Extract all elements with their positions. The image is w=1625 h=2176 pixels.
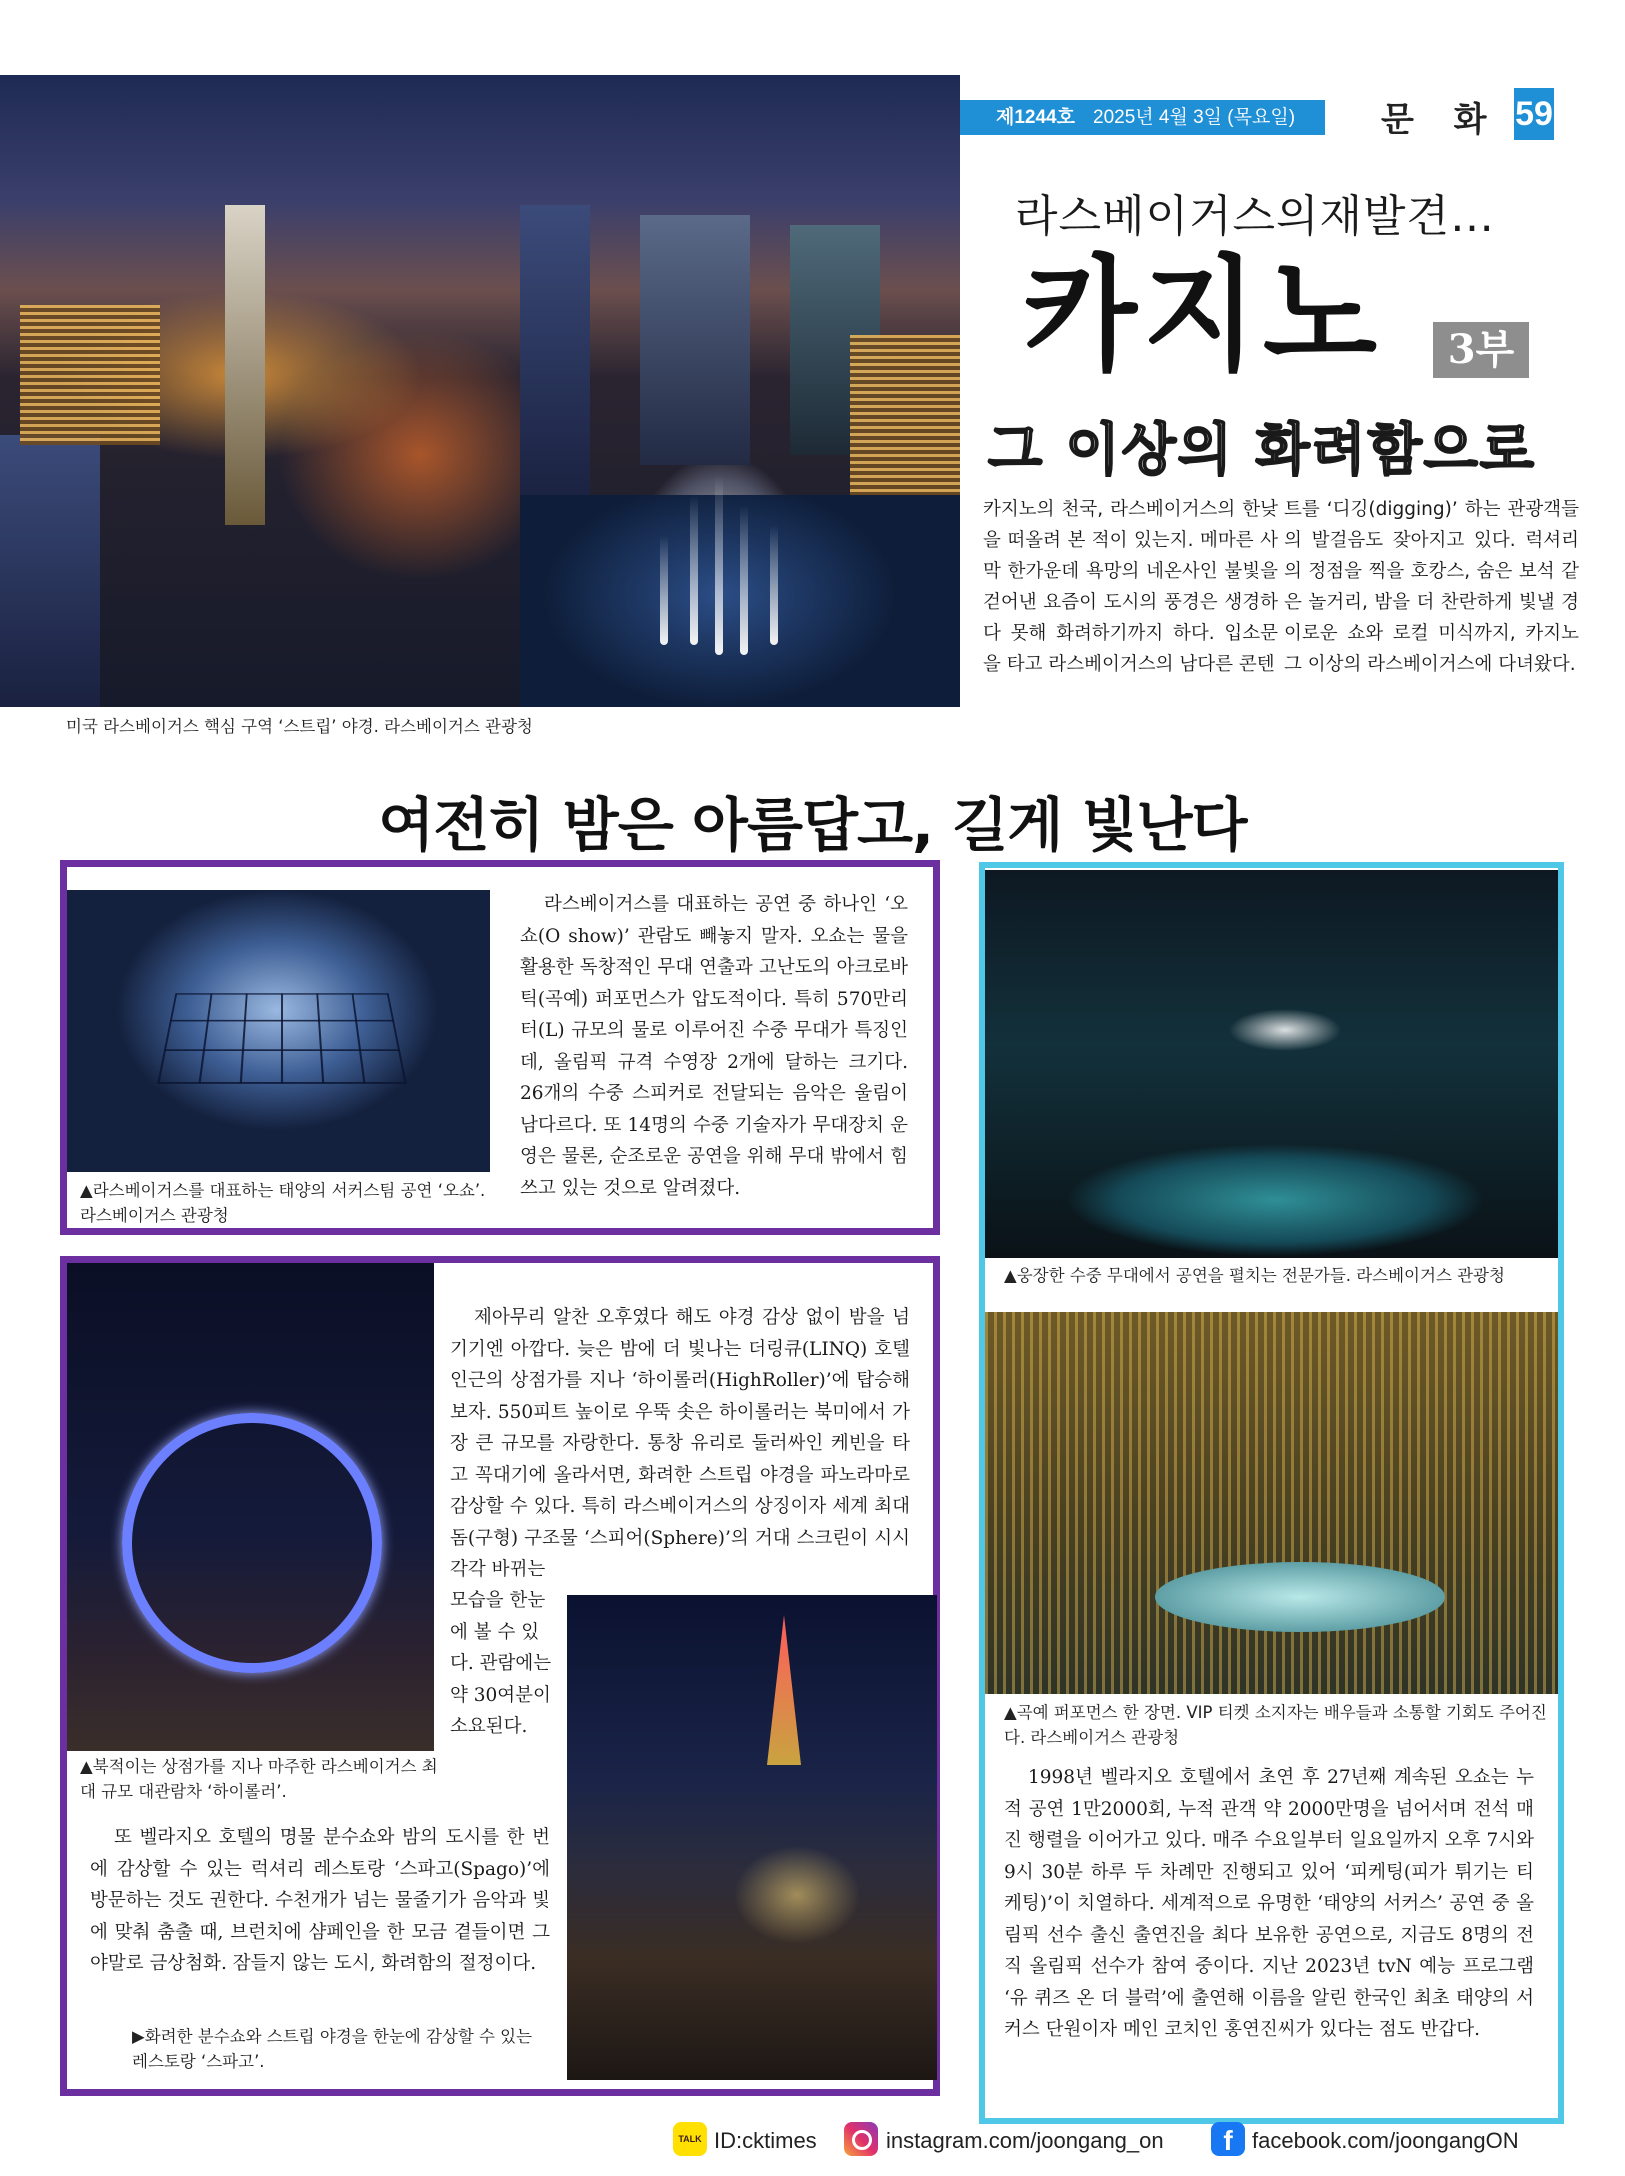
- kakaotalk-icon: TALK: [673, 2122, 707, 2156]
- instagram-icon: [844, 2122, 878, 2156]
- lead-column-2: 트를 ‘디깅(digging)’ 하는 관광객들의 발걸음도 잦아지고 있다. 럭셔리의 정점을 찍을 호캉스, 숨은 보석 같은 놀거리, 밤을 더 찬란하게 빛낼 경이로운 쇼와 로컬 미식까지, 카지노 그 이상의 라스베이거스에 다녀왔다.: [1284, 499, 1579, 675]
- stage2-caption: ▲곡예 퍼포먼스 한 장면. VIP 티켓 소지자는 배우들과 소통할 기회도 주어진다. 라스베이거스 관광청: [1004, 1703, 1547, 1747]
- instagram-link[interactable]: instagram.com/joongang_on: [886, 2128, 1164, 2153]
- oshow-photo-caption: ▲라스베이거스를 대표하는 태양의 서커스팀 공연 ‘오쇼’. 라스베이거스 관광청: [80, 1181, 486, 1225]
- page-number: 59: [1514, 88, 1554, 140]
- bellagio-body: 1998년 벨라지오 호텔에서 초연 후 27년째 계속된 오쇼는 누적 공연 1만2000회, 누적 관객 약 2000만명을 넘어서며 전석 매진 행렬을 이어가고 있다. 매주 수요일부터 일요일까지 오후 7시와 9시 30분 하루 두 차례만 진행되고 있어 ‘피케팅(피가 튀기는 티케팅)’이 치열하다. 세계적으로 유명한 ‘태양의 서커스’ 공연 중 올림픽 선수 출신 출연진을 최다 보유한 공연으로, 지금도 8명의 전직 올림픽 선수가 참여 중이다. 지난 2023년 tvN 예능 프로그램 ‘유 퀴즈 온 더 블럭’에 출연해 이름을 알린 한국인 최초 태양의 서커스 단원이자 메인 코치인 홍연진씨가 있다는 점도 반갑다.: [1004, 1767, 1534, 2040]
- title-kicker: 라스베이거스의재발견…: [1015, 191, 1496, 242]
- spago-caption: ▶화려한 분수쇼와 스트립 야경을 한눈에 감상할 수 있는 레스토랑 ‘스파고’.: [132, 2027, 533, 2071]
- stage-photo-acrobatics: [985, 1312, 1558, 1694]
- spago-body: 또 벨라지오 호텔의 명물 분수쇼와 밤의 도시를 한 번에 감상할 수 있는 럭셔리 레스토랑 ‘스파고(Spago)’에 방문하는 것도 권한다. 수천개가 넘는 물줄기가 음악과 빛에 맞춰 춤출 때, 브런치에 샴페인을 한 모금 곁들이면 그야말로 금상첨화. 잠들지 않는 도시, 화려함의 절정이다.: [90, 1827, 550, 1974]
- oshow-body: 라스베이거스를 대표하는 공연 중 하나인 ‘오쇼(O show)’ 관람도 빼놓지 말자. 오쇼는 물을 활용한 독창적인 무대 연출과 고난도의 아크로바틱(곡예) 퍼포먼스가 압도적이다. 특히 570만리터(L) 규모의 물로 이루어진 수중 무대가 특징인데, 올림픽 규격 수영장 2개에 달하는 크기다. 26개의 수중 스피커로 전달되는 음악은 울림이 남다르다. 또 14명의 수중 기술자가 무대장치 운영은 물론, 순조로운 공연을 위해 무대 밖에서 힘쓰고 있는 것으로 알려졌다.: [520, 894, 908, 1199]
- issue-number: 제1244호: [996, 107, 1075, 128]
- part-tag: 3부: [1433, 322, 1529, 378]
- kakaotalk-id: ID:cktimes: [714, 2128, 817, 2153]
- hero-caption: 미국 라스베이거스 핵심 구역 ‘스트립’ 야경. 라스베이거스 관광청: [66, 717, 533, 736]
- section-headline: 여전히 밤은 아름답고, 길게 빛난다: [378, 791, 1247, 859]
- stage-photo-underwater: [985, 870, 1558, 1258]
- main-title: 카지노: [1023, 242, 1383, 388]
- issue-date: 2025년 4월 3일 (목요일): [1093, 107, 1296, 128]
- spago-photo: [567, 1595, 937, 2080]
- highroller-body-end: 모습을 한눈에 볼 수 있다. 관람에는 약 30여분이 소요된다.: [450, 1590, 552, 1737]
- highroller-body: 제아무리 알찬 오후였다 해도 야경 감상 없이 밤을 넘기기엔 아깝다. 늦은 밤에 더 빛나는 더링큐(LINQ) 호텔 인근의 상점가를 지나 ‘하이롤러(HighRoller)’에 탑승해보자. 550피트 높이로 우뚝 솟은 하이롤러는 북미에서 가장 큰 규모를 자랑한다. 통창 유리로 둘러싸인 케빈을 타고 꼭대기에 올라서면, 화려한 스트립 야경을 파노라마로 감상할 수 있다. 특히 라스베이거스의 상징이자 세계 최대 돔(구형) 구조물 ‘스피어(Sphere)’의 거대 스크린이 시시각각 바뀌는: [450, 1307, 910, 1580]
- wheel-caption: ▲북적이는 상점가를 지나 마주한 라스베이거스 최대 규모 대관람차 ‘하이롤러’.: [80, 1757, 438, 1801]
- facebook-link[interactable]: facebook.com/joongangON: [1252, 2128, 1519, 2153]
- lead-column-1: 카지노의 천국, 라스베이거스의 한낮을 떠올려 본 적이 있는지. 메마른 사막 한가운데 욕망의 네온사인 불빛을 걷어낸 요즘이 도시의 풍경은 생경하다 못해 화려하기까지 하다. 입소문을 타고 라스베이거스의 남다른 콘텐: [983, 499, 1278, 675]
- stage1-caption: ▲웅장한 수중 무대에서 공연을 펼치는 전문가들. 라스베이거스 관광청: [1004, 1266, 1505, 1285]
- hero-photo-las-vegas-strip: [0, 75, 960, 707]
- highroller-photo: [67, 1263, 434, 1751]
- oshow-photo: [67, 890, 490, 1172]
- section-name: 문 화: [1381, 100, 1501, 140]
- subtitle: 그 이상의 화려함으로: [988, 418, 1536, 483]
- facebook-icon: f: [1211, 2122, 1245, 2156]
